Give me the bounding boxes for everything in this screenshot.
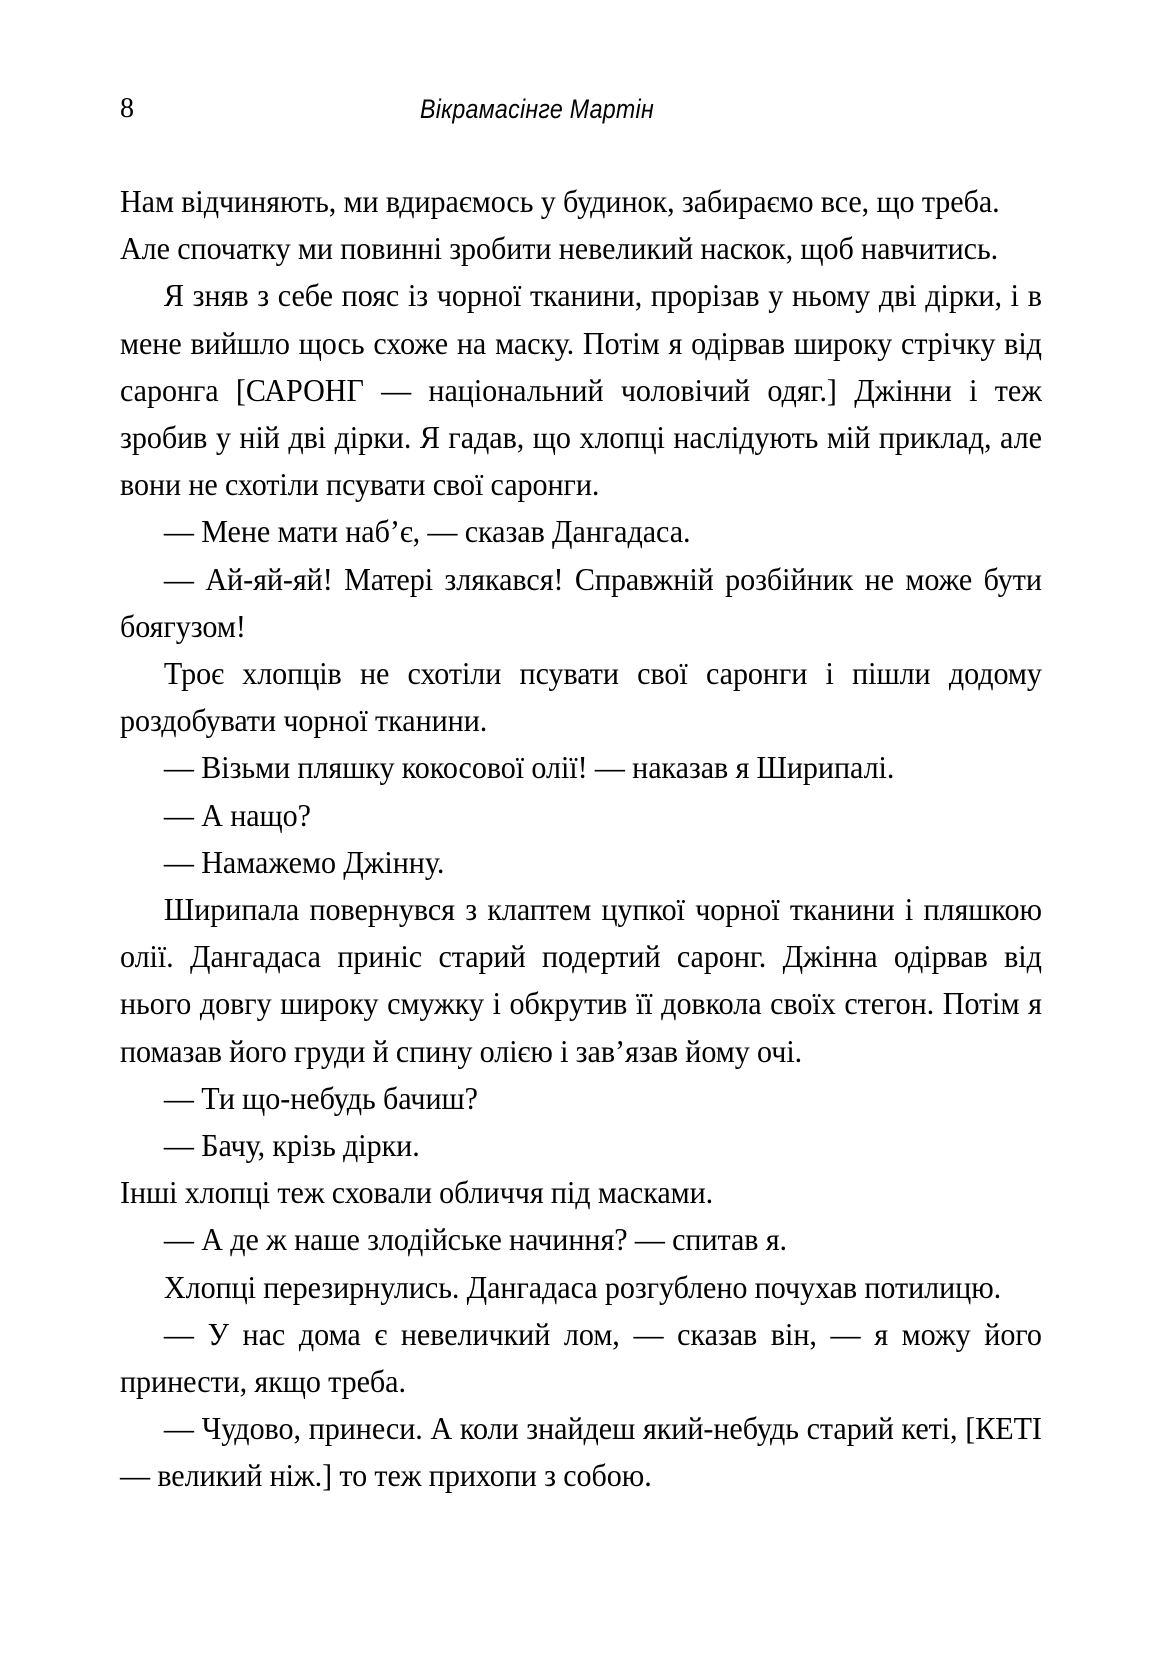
paragraph-dialogue: — Чудово, принеси. А коли знайдеш який-небудь старий кеті, [КЕТІ — великий ніж.] то теж прихопи з собою.	[120, 1411, 1042, 1494]
paragraph: Нам відчиняють, ми вдираємось у будинок, забираємо все, що треба. Але спочатку ми повинні зробити невеликий наскок, щоб навчитись.	[120, 184, 1000, 267]
running-head	[120, 92, 1040, 132]
body-text-block	[120, 178, 1042, 1500]
paragraph-dialogue: — Намажемо Джінну.	[163, 844, 445, 880]
paragraph: Я зняв з себе пояс із чорної тканини, прорізав у ньому дві дірки, і в мене вийшло щось схоже на маску. Потім я одірвав широку стрічку від саронга [САРОНГ — національний чоловічий одяг.] Джінни і теж зробив у ній дві дірки. Я гадав, що хлопці наслідують мій приклад, але вони не схотіли псувати свої саронги.	[120, 278, 1042, 503]
paragraph-dialogue: — У нас дома є невеличкий лом, — сказав він, — я можу його принести, якщо треба.	[120, 1316, 1042, 1400]
paragraph: Інші хлопці теж сховали обличчя під масками.	[120, 1175, 714, 1211]
paragraph-dialogue: — Ти що-небудь бачиш?	[163, 1080, 478, 1116]
paragraph: Троє хлопців не схотіли псувати свої саронги і пішли додому роздобувати чорної тканини.	[120, 656, 1042, 739]
paragraph-dialogue: — А нащо?	[163, 797, 311, 833]
paragraph-dialogue: — А де ж наше злодійське начиння? — спитав я.	[163, 1222, 788, 1258]
paragraph: Ширипала повернувся з клаптем цупкої чорної тканини і пляшкою олії. Дангадаса приніс старий подертий саронг. Джінна одірвав від нього довгу широку смужку і обкрутив її довкола своїх стегон. Потім я помазав його груди й спину олією і зав’язав йому очі.	[120, 892, 1042, 1069]
page-number: 8	[120, 93, 135, 124]
paragraph-dialogue: — Мене мати наб’є, — сказав Дангадаса.	[163, 514, 691, 550]
paragraph-dialogue: — Візьми пляшку кокосової олії! — наказав я Ширипалі.	[163, 750, 895, 786]
paragraph-dialogue: — Бачу, крізь дірки.	[163, 1128, 420, 1164]
paragraph: Хлопці перезирнулись. Дангадаса розгублено почухав потилицю.	[163, 1269, 1002, 1305]
paragraph-dialogue: — Ай-яй-яй! Матері злякався! Справжній розбійник не може бути боягузом!	[120, 561, 1042, 644]
running-head-title: Вікрамасінге Мартін	[420, 94, 654, 124]
